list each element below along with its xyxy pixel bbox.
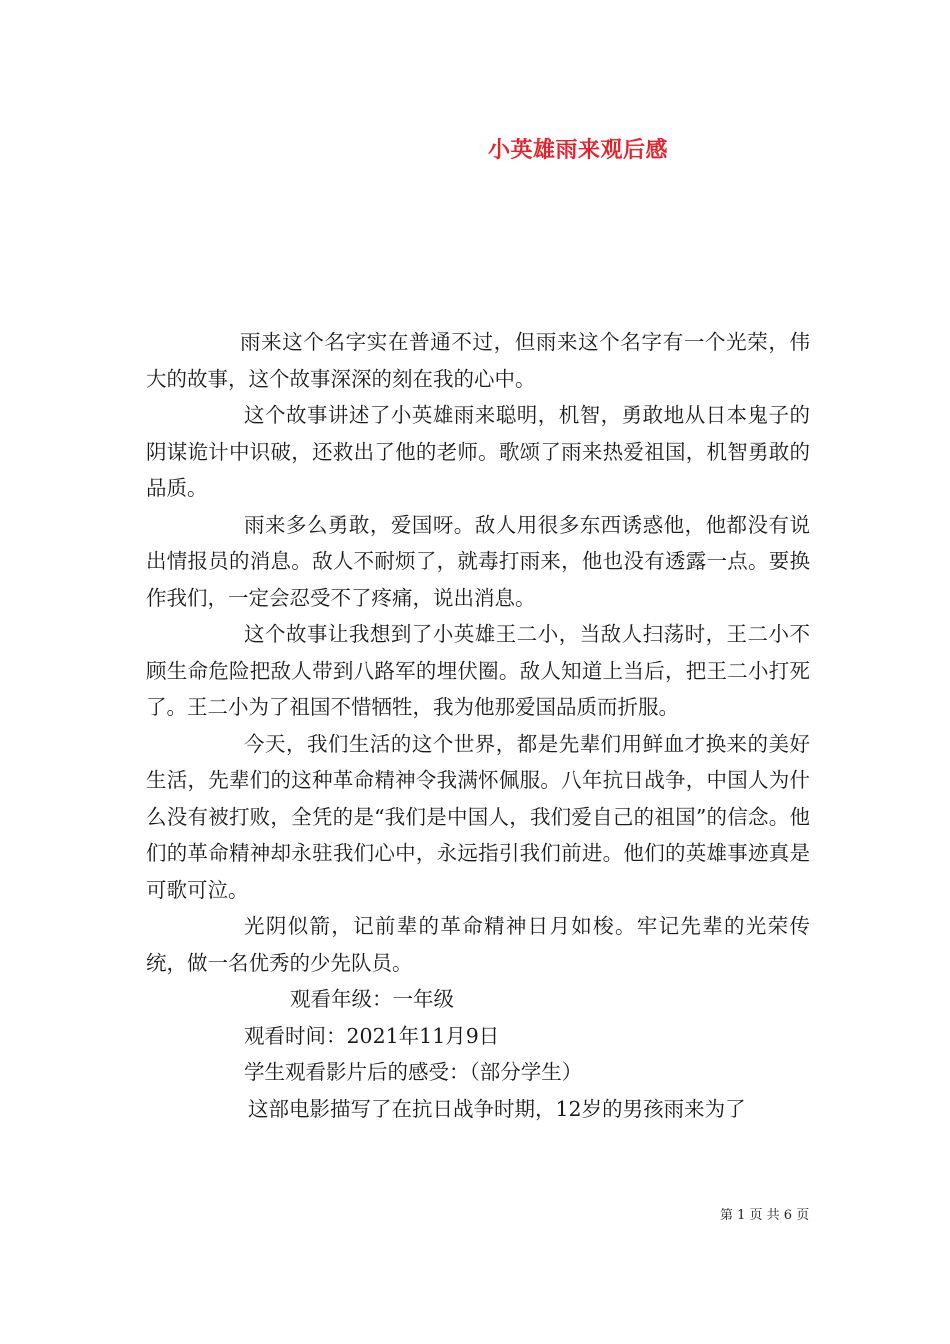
paragraph-2: 这个故事讲述了小英雄雨来聪明，机智，勇敢地从日本鬼子的阴谋诡计中识破，还救出了他的老师。歌颂了雨来热爱祖国，机智勇敢的品质。 [146,403,810,500]
paragraph-3: 雨来多么勇敢，爱国呀。敌人用很多东西诱惑他，他都没有说出情报员的消息。敌人不耐烦了，就毒打雨来，他也没有透露一点。要换作我们，一定会忍受不了疼痛，说出消息。 [146,512,810,610]
paragraph-6: 光阴似箭，记前辈的革命精神日月如梭。牢记先辈的光荣传统，做一名优秀的少先队员。 [146,914,810,975]
paragraph-1: 雨来这个名字实在普通不过，但雨来这个名字有一个光荣，伟大的故事，这个故事深深的刻在我的心中。 [146,330,810,391]
viewing-grade: 观看年级：一年级 [290,987,454,1011]
paragraph-4: 这个故事让我想到了小英雄王二小，当敌人扫荡时，王二小不顾生命危险把敌人带到八路军的埋伏圈。敌人知道上当后，把王二小打死了。王二小为了祖国不惜牺牲，我为他那爱国品质而折服。 [146,622,810,719]
document-title: 小英雄雨来观后感 [488,137,669,163]
feedback-first-line: 这部电影描写了在抗日战争时期，12岁的男孩雨来为了 [248,1096,746,1121]
page-footer: 第 1 页 共 6 页 [720,1208,810,1223]
document-body [146,324,810,1127]
paragraph-5: 今天，我们生活的这个世界，都是先辈们用鲜血才换来的美好生活，先辈们的这种革命精神令我满怀佩服。八年抗日战争，中国人为什么没有被打败，全凭的是“我们是中国人，我们爱自己的祖国”的信念。他们的革命精神却永驻我们心中，永远指引我们前进。他们的英雄事迹真是可歌可泣。 [146,731,810,902]
viewing-time: 观看时间：2021年11月9日 [244,1023,500,1048]
feedback-heading: 学生观看影片后的感受：（部分学生） [244,1060,583,1084]
